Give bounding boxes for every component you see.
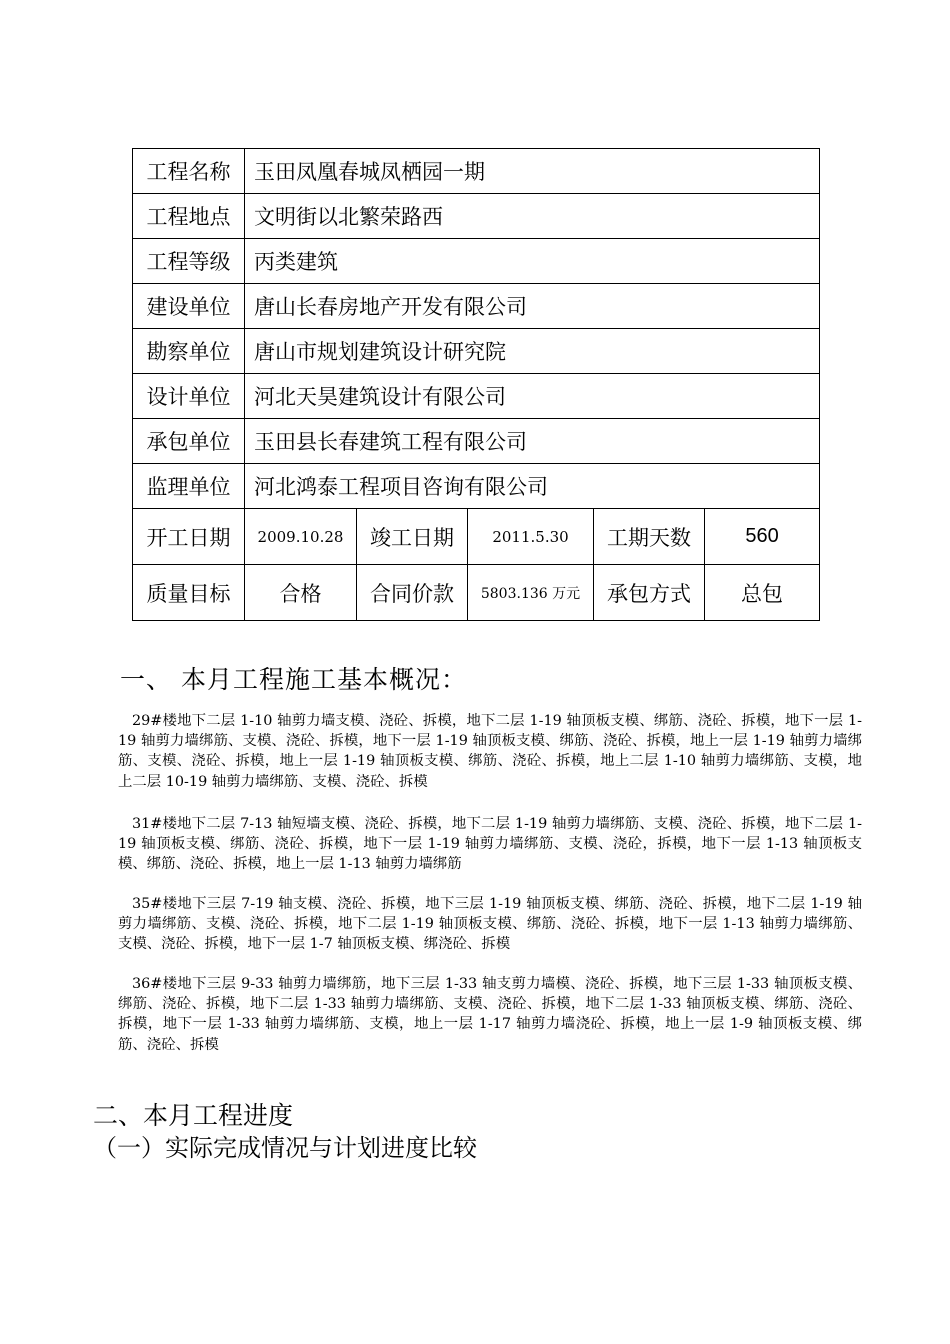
start-date-label: 开工日期 bbox=[133, 509, 245, 565]
row-label: 设计单位 bbox=[133, 374, 245, 419]
row-value: 河北天昊建筑设计有限公司 bbox=[245, 374, 820, 419]
table-row bbox=[133, 284, 820, 329]
row-label: 工程地点 bbox=[133, 194, 245, 239]
paragraph-building-29: 29#楼地下二层 1-10 轴剪力墙支模、浇砼、拆模，地下二层 1-19 轴顶板支模、绑筋、浇砼、拆模，地下一层 1-19 轴剪力墙绑筋、支模、浇砼、拆模，地下一层 1-19 轴顶板支模、绑筋、浇砼、拆模，地上一层 1-19 轴剪力墙绑筋、支模、浇砼、拆模，地上一层 1-19 轴顶板支模、绑筋、浇砼、拆模，地上二层 1-10 轴剪力墙绑筋、支模，地上二层 10-19 轴剪力墙绑筋、支模、浇砼、拆模 bbox=[118, 713, 862, 790]
table-row bbox=[133, 239, 820, 284]
start-date-value: 2009.10.28 bbox=[245, 509, 357, 565]
table-row bbox=[133, 464, 820, 509]
row-value: 河北鸿泰工程项目咨询有限公司 bbox=[245, 464, 820, 509]
row-label: 承包单位 bbox=[133, 419, 245, 464]
row-label: 勘察单位 bbox=[133, 329, 245, 374]
contract-type-value: 总包 bbox=[705, 565, 820, 621]
end-date-value: 2011.5.30 bbox=[468, 509, 594, 565]
section-2-heading: 二、本月工程进度 bbox=[93, 1101, 294, 1130]
table-row-quality bbox=[133, 565, 820, 621]
table-row bbox=[133, 419, 820, 464]
row-value: 玉田县长春建筑工程有限公司 bbox=[245, 419, 820, 464]
row-value: 丙类建筑 bbox=[245, 239, 820, 284]
quality-value: 合格 bbox=[245, 565, 357, 621]
row-value: 文明街以北繁荣路西 bbox=[245, 194, 820, 239]
paragraph-building-36: 36#楼地下三层 9-33 轴剪力墙绑筋，地下三层 1-33 轴支剪力墙模、浇砼、拆模，地下三层 1-33 轴顶板支模、绑筋、浇砼、拆模，地下二层 1-33 轴剪力墙绑筋、支模、浇砼、拆模，地下二层 1-33 轴顶板支模、绑筋、浇砼、拆模，地下一层 1-33 轴剪力墙绑筋、支模，地上一层 1-17 轴剪力墙浇砼、拆模，地上一层 1-9 轴顶板支模、绑筋、浇砼、拆模 bbox=[118, 976, 862, 1053]
row-value: 玉田凤凰春城凤栖园一期 bbox=[245, 149, 820, 194]
quality-label: 质量目标 bbox=[133, 565, 245, 621]
table-row bbox=[133, 329, 820, 374]
section-1-heading: 一、 本月工程施工基本概况： bbox=[120, 665, 467, 694]
price-value: 5803.136 万元 bbox=[468, 565, 594, 621]
contract-type-label: 承包方式 bbox=[594, 565, 705, 621]
section-2-subheading: （一）实际完成情况与计划进度比较 bbox=[93, 1134, 477, 1162]
table-row bbox=[133, 149, 820, 194]
project-info-table bbox=[132, 148, 820, 621]
price-label: 合同价款 bbox=[357, 565, 468, 621]
row-label: 监理单位 bbox=[133, 464, 245, 509]
table-row bbox=[133, 194, 820, 239]
row-label: 工程名称 bbox=[133, 149, 245, 194]
row-label: 工程等级 bbox=[133, 239, 245, 284]
row-label: 建设单位 bbox=[133, 284, 245, 329]
table-row bbox=[133, 374, 820, 419]
paragraph-building-31: 31#楼地下二层 7-13 轴短墙支模、浇砼、拆模，地下二层 1-19 轴剪力墙绑筋、支模、浇砼、拆模，地下二层 1-19 轴顶板支模、绑筋、浇砼、拆模，地下一层 1-19 轴剪力墙绑筋、支模、浇砼，拆模，地下一层 1-13 轴顶板支模、绑筋、浇砼、拆模，地上一层 1-13 轴剪力墙绑筋 bbox=[118, 816, 862, 873]
paragraph-building-35: 35#楼地下三层 7-19 轴支模、浇砼、拆模，地下三层 1-19 轴顶板支模、绑筋、浇砼、拆模，地下二层 1-19 轴剪力墙绑筋、支模、浇砼、拆模，地下二层 1-19 轴顶板支模、绑筋、浇砼、拆模，地下一层 1-13 轴剪力墙绑筋、支模、浇砼、拆模，地下一层 1-7 轴顶板支模、绑浇砼、拆模 bbox=[118, 896, 862, 953]
row-value: 唐山市规划建筑设计研究院 bbox=[245, 329, 820, 374]
row-value: 唐山长春房地产开发有限公司 bbox=[245, 284, 820, 329]
table-row-dates bbox=[133, 509, 820, 565]
duration-label: 工期天数 bbox=[594, 509, 705, 565]
end-date-label: 竣工日期 bbox=[357, 509, 468, 565]
duration-value: 560 bbox=[705, 509, 820, 565]
